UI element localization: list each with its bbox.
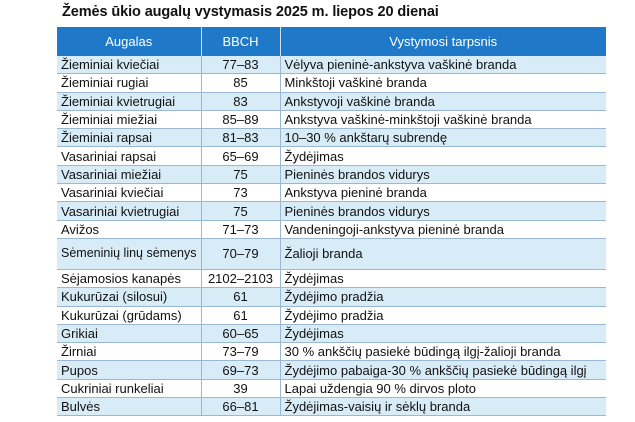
- table-body: [57, 56, 606, 416]
- crop-cell: Vasariniai rapsai: [57, 147, 201, 165]
- bbch-cell: 73–79: [201, 343, 280, 361]
- stage-cell: Minkštoji vaškinė branda: [280, 74, 606, 92]
- bbch-cell: 71–73: [201, 220, 280, 238]
- crop-development-table: [57, 27, 606, 416]
- stage-cell: Žydėjimas: [280, 147, 606, 165]
- bbch-cell: 75: [201, 202, 280, 220]
- bbch-cell: 77–83: [201, 56, 280, 74]
- stage-cell: Pieninės brandos vidurys: [280, 165, 606, 183]
- stage-cell: Žydėjimas: [280, 269, 606, 287]
- crop-cell: Avižos: [57, 220, 201, 238]
- table-row: [57, 398, 606, 416]
- stage-cell: Ankstyva pieninė branda: [280, 184, 606, 202]
- stage-cell: Žalioji branda: [280, 238, 606, 269]
- stage-cell: Žydėjimo pradžia: [280, 288, 606, 306]
- table-row: [57, 343, 606, 361]
- stage-cell: Vandeningoji-ankstyva pieninė branda: [280, 220, 606, 238]
- crop-cell: Žirniai: [57, 343, 201, 361]
- bbch-cell: 85: [201, 74, 280, 92]
- bbch-cell: 83: [201, 92, 280, 110]
- bbch-cell: 2102–2103: [201, 269, 280, 287]
- stage-cell: Lapai uždengia 90 % dirvos ploto: [280, 379, 606, 397]
- bbch-cell: 69–73: [201, 361, 280, 379]
- header-row: [57, 27, 606, 56]
- crop-cell: Kukurūzai (silosui): [57, 288, 201, 306]
- table-row: [57, 324, 606, 342]
- table-row: [57, 165, 606, 183]
- crop-cell: Cukriniai runkeliai: [57, 379, 201, 397]
- stage-cell: Vėlyva pieninė-ankstyva vaškinė branda: [280, 56, 606, 74]
- stage-cell: Žydėjimo pradžia: [280, 306, 606, 324]
- table-row: [57, 129, 606, 147]
- crop-cell: Žieminiai kviečiai: [57, 56, 201, 74]
- table-row: [57, 269, 606, 287]
- crop-cell: [57, 238, 201, 269]
- crop-cell: Vasariniai miežiai: [57, 165, 201, 183]
- crop-cell: Žieminiai rapsai: [57, 129, 201, 147]
- bbch-cell: 85–89: [201, 110, 280, 128]
- crop-cell: Sėjamosios kanapės: [57, 269, 201, 287]
- stage-cell: 10–30 % ankštarų subrendę: [280, 129, 606, 147]
- stage-cell: Žydėjimas: [280, 324, 606, 342]
- table-row: [57, 74, 606, 92]
- bbch-cell: 61: [201, 306, 280, 324]
- table-row: [57, 92, 606, 110]
- crop-cell: Žieminiai rugiai: [57, 74, 201, 92]
- table-row: [57, 361, 606, 379]
- table-row: [57, 110, 606, 128]
- crop-cell-text: Sėmeninių linų sėmenys: [61, 246, 197, 261]
- crop-cell: Bulvės: [57, 398, 201, 416]
- bbch-cell: 73: [201, 184, 280, 202]
- table-header: [57, 27, 606, 56]
- stage-cell: Pieninės brandos vidurys: [280, 202, 606, 220]
- stage-cell: Ankstyva vaškinė-minkštoji vaškinė branda: [280, 110, 606, 128]
- bbch-cell: 66–81: [201, 398, 280, 416]
- table-row: [57, 220, 606, 238]
- crop-cell: Kukurūzai (grūdams): [57, 306, 201, 324]
- header-crop: Augalas: [57, 27, 201, 56]
- header-stage: Vystymosi tarpsnis: [280, 27, 606, 56]
- stage-cell: Ankstyvoji vaškinė branda: [280, 92, 606, 110]
- table-row: [57, 306, 606, 324]
- bbch-cell: 60–65: [201, 324, 280, 342]
- crop-cell: Vasariniai kviečiai: [57, 184, 201, 202]
- bbch-cell: 39: [201, 379, 280, 397]
- table-row: [57, 288, 606, 306]
- crop-cell: Žieminiai kvietrugiai: [57, 92, 201, 110]
- bbch-cell: 61: [201, 288, 280, 306]
- crop-cell: Pupos: [57, 361, 201, 379]
- bbch-cell: 81–83: [201, 129, 280, 147]
- table-row: [57, 379, 606, 397]
- table-row: [57, 238, 606, 269]
- table-row: [57, 184, 606, 202]
- crop-cell: Vasariniai kvietrugiai: [57, 202, 201, 220]
- bbch-cell: 65–69: [201, 147, 280, 165]
- header-bbch: BBCH: [201, 27, 280, 56]
- crop-cell: Grikiai: [57, 324, 201, 342]
- bbch-cell: 75: [201, 165, 280, 183]
- stage-cell: Žydėjimo pabaiga-30 % ankščių pasiekė būdingą ilgį: [280, 361, 606, 379]
- stage-cell: 30 % ankščių pasiekė būdingą ilgį-žalioji branda: [280, 343, 606, 361]
- bbch-cell: 70–79: [201, 238, 280, 269]
- crop-cell: Žieminiai miežiai: [57, 110, 201, 128]
- table-title: Žemės ūkio augalų vystymasis 2025 m. liepos 20 dienai: [62, 4, 439, 20]
- stage-cell: Žydėjimas-vaisių ir sėklų branda: [280, 398, 606, 416]
- table-row: [57, 202, 606, 220]
- table-row: [57, 147, 606, 165]
- table-row: [57, 56, 606, 74]
